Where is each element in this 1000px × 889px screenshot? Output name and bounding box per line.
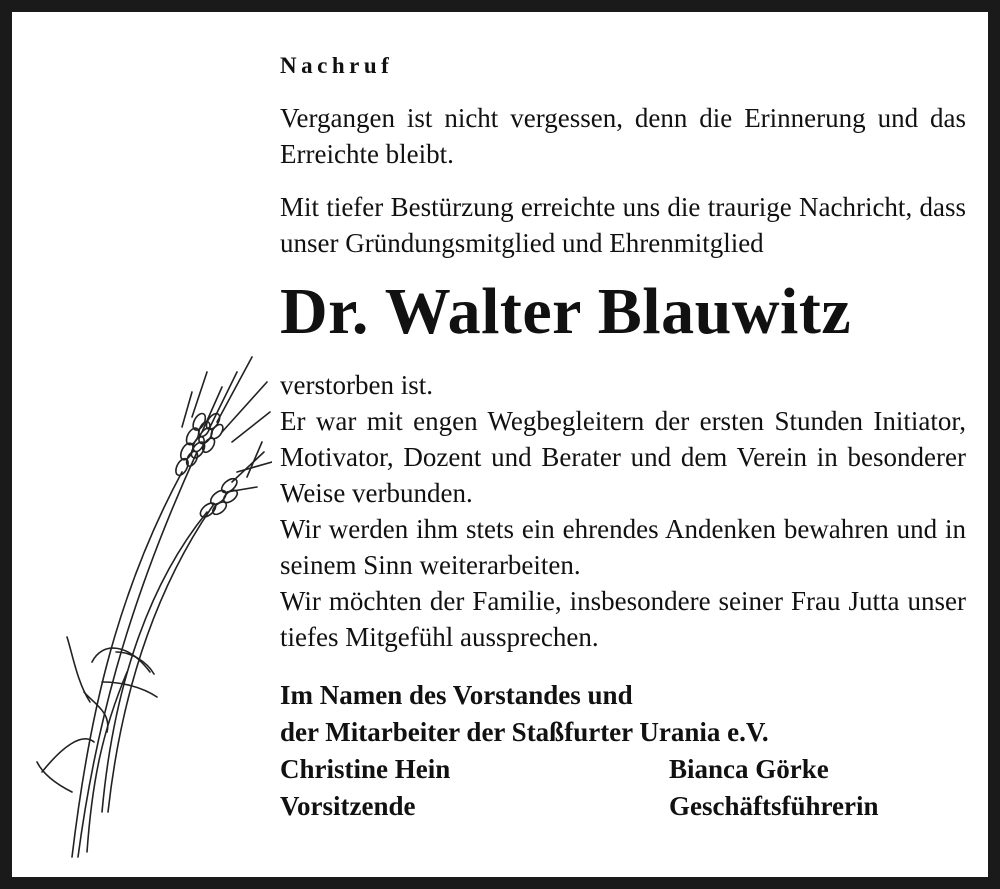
wheat-illustration (32, 352, 272, 862)
notice-content (280, 52, 966, 825)
signoff-line-2: der Mitarbeiter der Staßfurter Urania e.V. (280, 716, 769, 747)
body-paragraph-role: Er war mit engen Wegbegleitern der ersten Stunden Initiator, Motivator, Dozent und Berater und dem Verein in besonderer Weise verbunden. (280, 405, 966, 508)
signer-2-name: Bianca Görke (669, 753, 829, 784)
signer-1-name: Christine Hein (280, 753, 451, 784)
deceased-name: Dr. Walter Blauwitz (280, 274, 852, 348)
memorial-quote: Vergangen ist nicht vergessen, denn die Erinnerung und das Erreichte bleibt. (280, 102, 966, 169)
signer-names-row (280, 751, 966, 788)
signer-roles-row (280, 788, 966, 825)
body-line-deceased: verstorben ist. (280, 369, 433, 400)
signer-1-role: Vorsitzende (280, 790, 416, 821)
body-paragraph-remembrance: Wir werden ihm stets ein ehrendes Andenken bewahren und in seinem Sinn weiterarbeiten. (280, 513, 966, 580)
notice-heading: Nachruf (280, 53, 394, 78)
intro-paragraph: Mit tiefer Bestürzung erreichte uns die traurige Nachricht, dass unser Gründungsmitglied und Ehrenmitglied (280, 191, 966, 258)
signer-2-role: Geschäftsführerin (669, 790, 879, 821)
signoff-line-1: Im Namen des Vorstandes und (280, 679, 633, 710)
signoff-block (280, 677, 966, 825)
body-paragraph-condolence: Wir möchten der Familie, insbesondere seiner Frau Jutta unser tiefes Mitgefühl aussprechen. (280, 585, 966, 652)
